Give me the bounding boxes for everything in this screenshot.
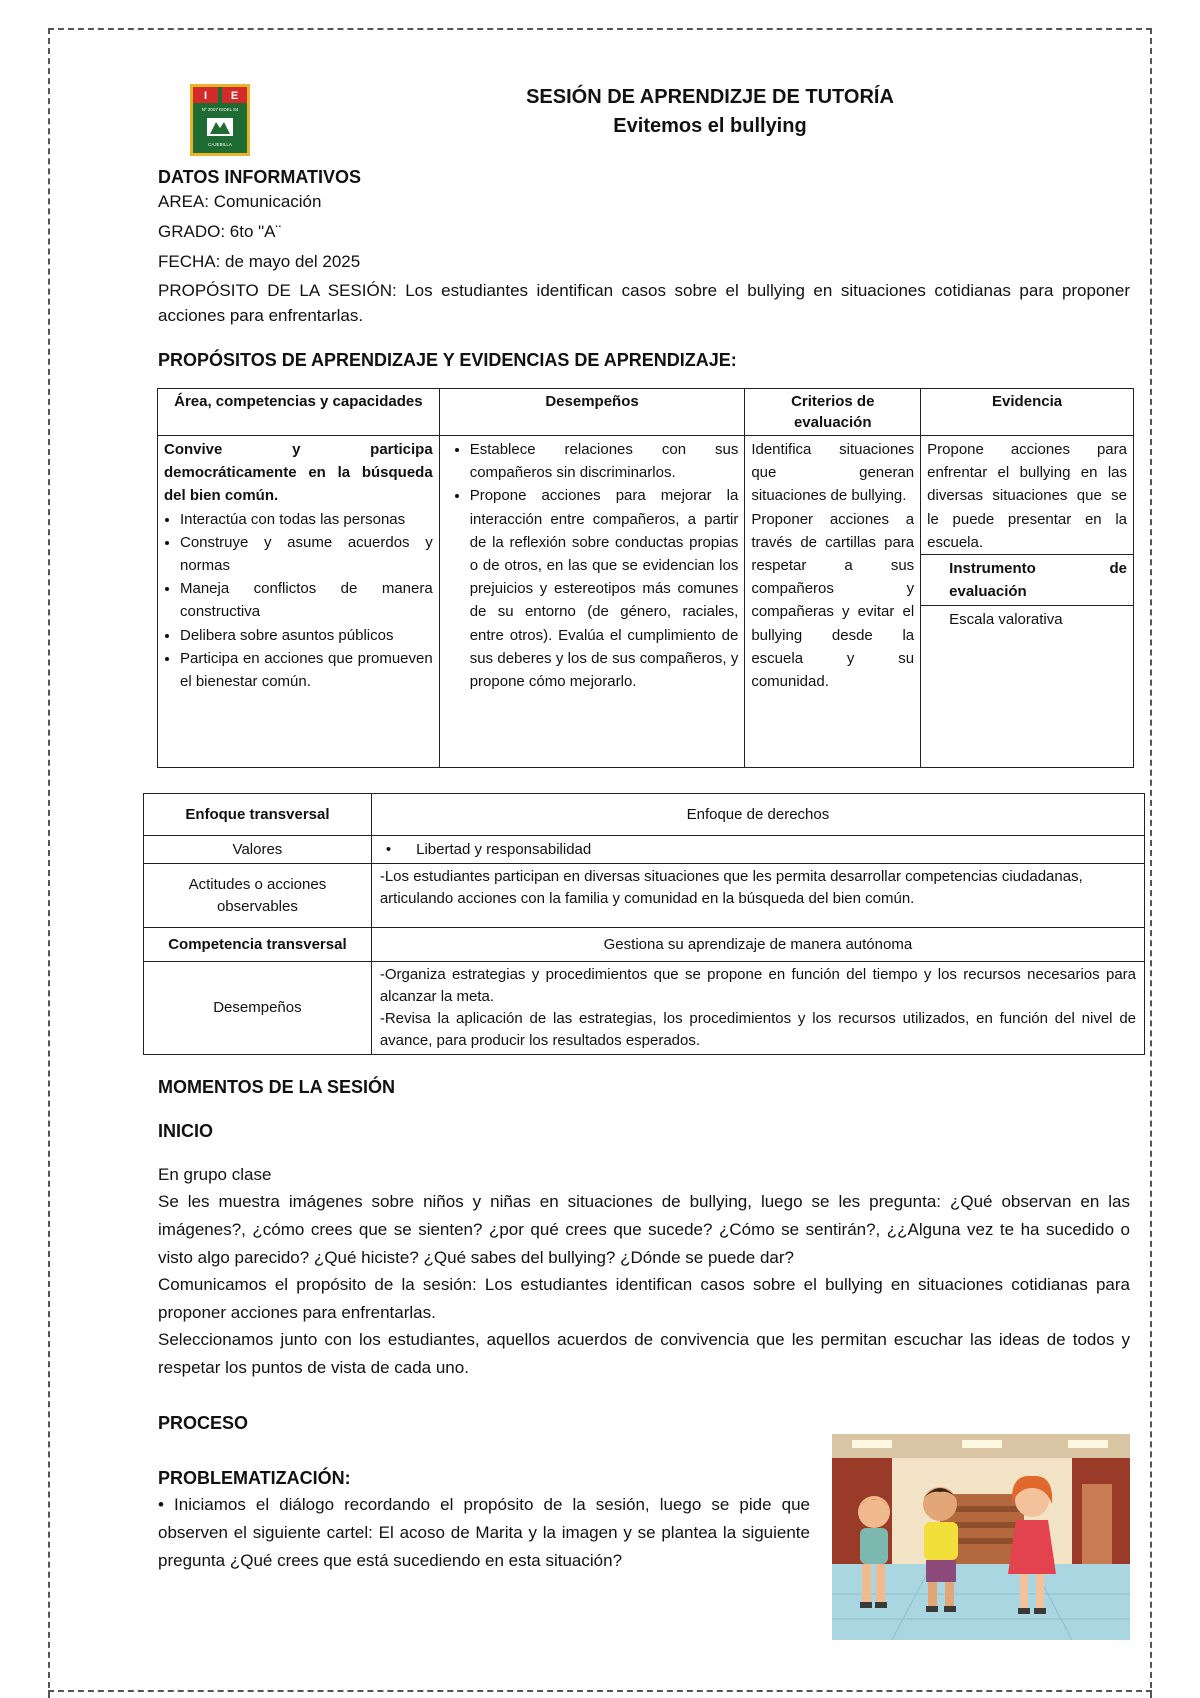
desempeno-transversal-1: -Organiza estrategias y procedimientos que se propone en función del tiempo y los recursos necesarios para alcanzar la meta. bbox=[379, 966, 1136, 1005]
logo-letter-i: I bbox=[203, 90, 208, 102]
header-desempenos: Desempeños bbox=[439, 389, 745, 436]
page-title: SESIÓN DE APRENDIZJE DE TUTORÍA bbox=[526, 86, 894, 108]
desempenos-list bbox=[446, 438, 739, 693]
momentos-heading: MOMENTOS DE LA SESIÓN bbox=[158, 1077, 396, 1097]
evidencia-cell bbox=[921, 436, 1134, 768]
criterio-item: Identifica situaciones que generan situaciones de bullying. bbox=[751, 441, 915, 505]
page-border-bottom bbox=[48, 1690, 1152, 1692]
proposito-text: Los estudiantes identifican casos sobre el bullying en situaciones cotidianas para proponer acciones para enfrentarlas. bbox=[158, 281, 1130, 325]
proposito-line bbox=[158, 278, 1130, 328]
datos-heading: DATOS INFORMATIVOS bbox=[158, 167, 362, 187]
logo-town: CAJEBILLA bbox=[208, 142, 232, 147]
inicio-paragraph-3: Seleccionamos junto con los estudiantes, aquellos acuerdos de convivencia que les permitan escuchar las ideas de todos y respetar los puntos de vista de cada uno. bbox=[158, 1330, 1130, 1377]
capacidad-item: • Maneja conflictos de manera constructiva bbox=[180, 577, 433, 623]
grupo-line: En grupo clase bbox=[158, 1165, 272, 1184]
logo-letter-e: E bbox=[230, 90, 239, 102]
propositos-heading: PROPÓSITOS DE APRENDIZAJE Y EVIDENCIAS DE APRENDIZAJE: bbox=[158, 350, 737, 370]
capacidades-list bbox=[164, 508, 433, 694]
desempeno-item: • Propone acciones para mejorar la interacción entre compañeros, a partir de la reflexión sobre conductas propias o de otros, en las que se evidencian los prejuicios y estereotipos más comunes de su entorno (de género, raciales, entre otros). Evalúa el cumplimiento de sus deberes y los de sus compañeros, y propone cómo mejorarlo. bbox=[470, 484, 739, 693]
header-evidencia: Evidencia bbox=[921, 389, 1134, 436]
capacidad-item: • Interactúa con todas las personas bbox=[180, 508, 433, 531]
criterios-cell bbox=[745, 436, 921, 768]
desempenos-row bbox=[144, 962, 1145, 1055]
competencia-value: Gestiona su aprendizaje de manera autónoma bbox=[371, 928, 1144, 962]
desempenos-cell bbox=[439, 436, 745, 768]
propositos-header-row bbox=[158, 389, 1134, 436]
inicio-heading: INICIO bbox=[158, 1121, 214, 1141]
actitudes-row bbox=[144, 864, 1145, 928]
desempeno-item: • Establece relaciones con sus compañeros sin discriminarlos. bbox=[470, 438, 739, 484]
capacidad-item: • Construye y asume acuerdos y normas bbox=[180, 531, 433, 577]
desempeno-transversal-2: -Revisa la aplicación de las estrategias, los procedimientos y los recursos utilizados, en función del nivel de avance, para producir los resultados esperados. bbox=[379, 1010, 1136, 1049]
enfoque-table bbox=[143, 793, 1145, 1055]
propositos-table bbox=[157, 388, 1134, 768]
evidencia-text: Propone acciones para enfrentar el bullying en las diversas situaciones que se le puede presentar en la escuela. bbox=[927, 441, 1127, 551]
valores-label: Valores bbox=[144, 836, 372, 864]
bullying-illustration bbox=[832, 1434, 1130, 1640]
competencia-row bbox=[144, 928, 1145, 962]
logo-number: Nº 2007 EIDEL 84 bbox=[201, 107, 239, 112]
instrumento-label: Instrumento de evaluación bbox=[921, 554, 1133, 605]
instrumento-value: Escala valorativa bbox=[921, 605, 1133, 633]
capacidad-item: • Participa en acciones que promueven el bienestar común. bbox=[180, 647, 433, 693]
proposito-label: PROPÓSITO DE LA SESIÓN: bbox=[158, 281, 397, 300]
problematizacion-paragraph: • Iniciamos el diálogo recordando el propósito de la sesión, luego se pide que observen el siguiente cartel: El acoso de Marita y la imagen y se plantea la siguiente pregunta ¿Qué crees que está sucediendo en esta situación? bbox=[158, 1495, 810, 1570]
actitudes-label: Actitudes o acciones observables bbox=[144, 864, 372, 928]
competencia-text: Convive y participa democráticamente en la búsqueda del bien común. bbox=[164, 441, 433, 505]
area-line: AREA: Comunicación bbox=[158, 192, 322, 211]
actitudes-value: -Los estudiantes participan en diversas situaciones que les permita desarrollar competencias ciudadanas, articulando acciones con la familia y comunidad en la búsqueda del bien común. bbox=[371, 864, 1144, 928]
criterio-item: Proponer acciones a través de cartillas para respetar a sus compañeros y compañeras y evitar el bullying desde la escuela y su comunidad. bbox=[751, 510, 915, 691]
enfoque-value: Enfoque de derechos bbox=[371, 794, 1144, 836]
header-area: Área, competencias y capacidades bbox=[158, 389, 440, 436]
enfoque-label: Enfoque transversal bbox=[144, 794, 372, 836]
enfoque-row bbox=[144, 794, 1145, 836]
page-subtitle: Evitemos el bullying bbox=[613, 115, 807, 137]
bullet: • bbox=[385, 840, 417, 858]
inicio-paragraph-1: Se les muestra imágenes sobre niños y niñas en situaciones de bullying, luego se les pregunta: ¿Qué observan en las imágenes?, ¿cómo crees que se sienten? ¿por qué crees que sucede? ¿Cómo se sentirán?, ¿¿Alguna vez te ha sucedido o visto algo parecido? ¿Qué hiciste? ¿Qué sabes del bullying? ¿Dónde se puede dar? bbox=[158, 1192, 1130, 1267]
valores-row bbox=[144, 836, 1145, 864]
grado-line: GRADO: 6to "A¨ bbox=[158, 222, 282, 241]
school-logo bbox=[190, 84, 250, 156]
fecha-line: FECHA: de mayo del 2025 bbox=[158, 252, 361, 271]
valores-cell bbox=[371, 836, 1144, 864]
proceso-heading: PROCESO bbox=[158, 1413, 249, 1433]
desempenos-label: Desempeños bbox=[144, 962, 372, 1055]
desempenos-value bbox=[371, 962, 1144, 1055]
problematizacion-heading: PROBLEMATIZACIÓN: bbox=[158, 1468, 351, 1488]
capacidad-item: • Delibera sobre asuntos públicos bbox=[180, 624, 433, 647]
area-cell bbox=[158, 436, 440, 768]
inicio-paragraph-2: Comunicamos el propósito de la sesión: Los estudiantes identifican casos sobre el bullying en situaciones cotidianas para proponer acciones para enfrentarlas. bbox=[158, 1275, 1130, 1322]
propositos-body-row bbox=[158, 436, 1134, 768]
competencia-label: Competencia transversal bbox=[144, 928, 372, 962]
valores-value: Libertad y responsabilidad bbox=[416, 840, 592, 858]
header-criterios: Criterios de evaluación bbox=[745, 389, 921, 436]
